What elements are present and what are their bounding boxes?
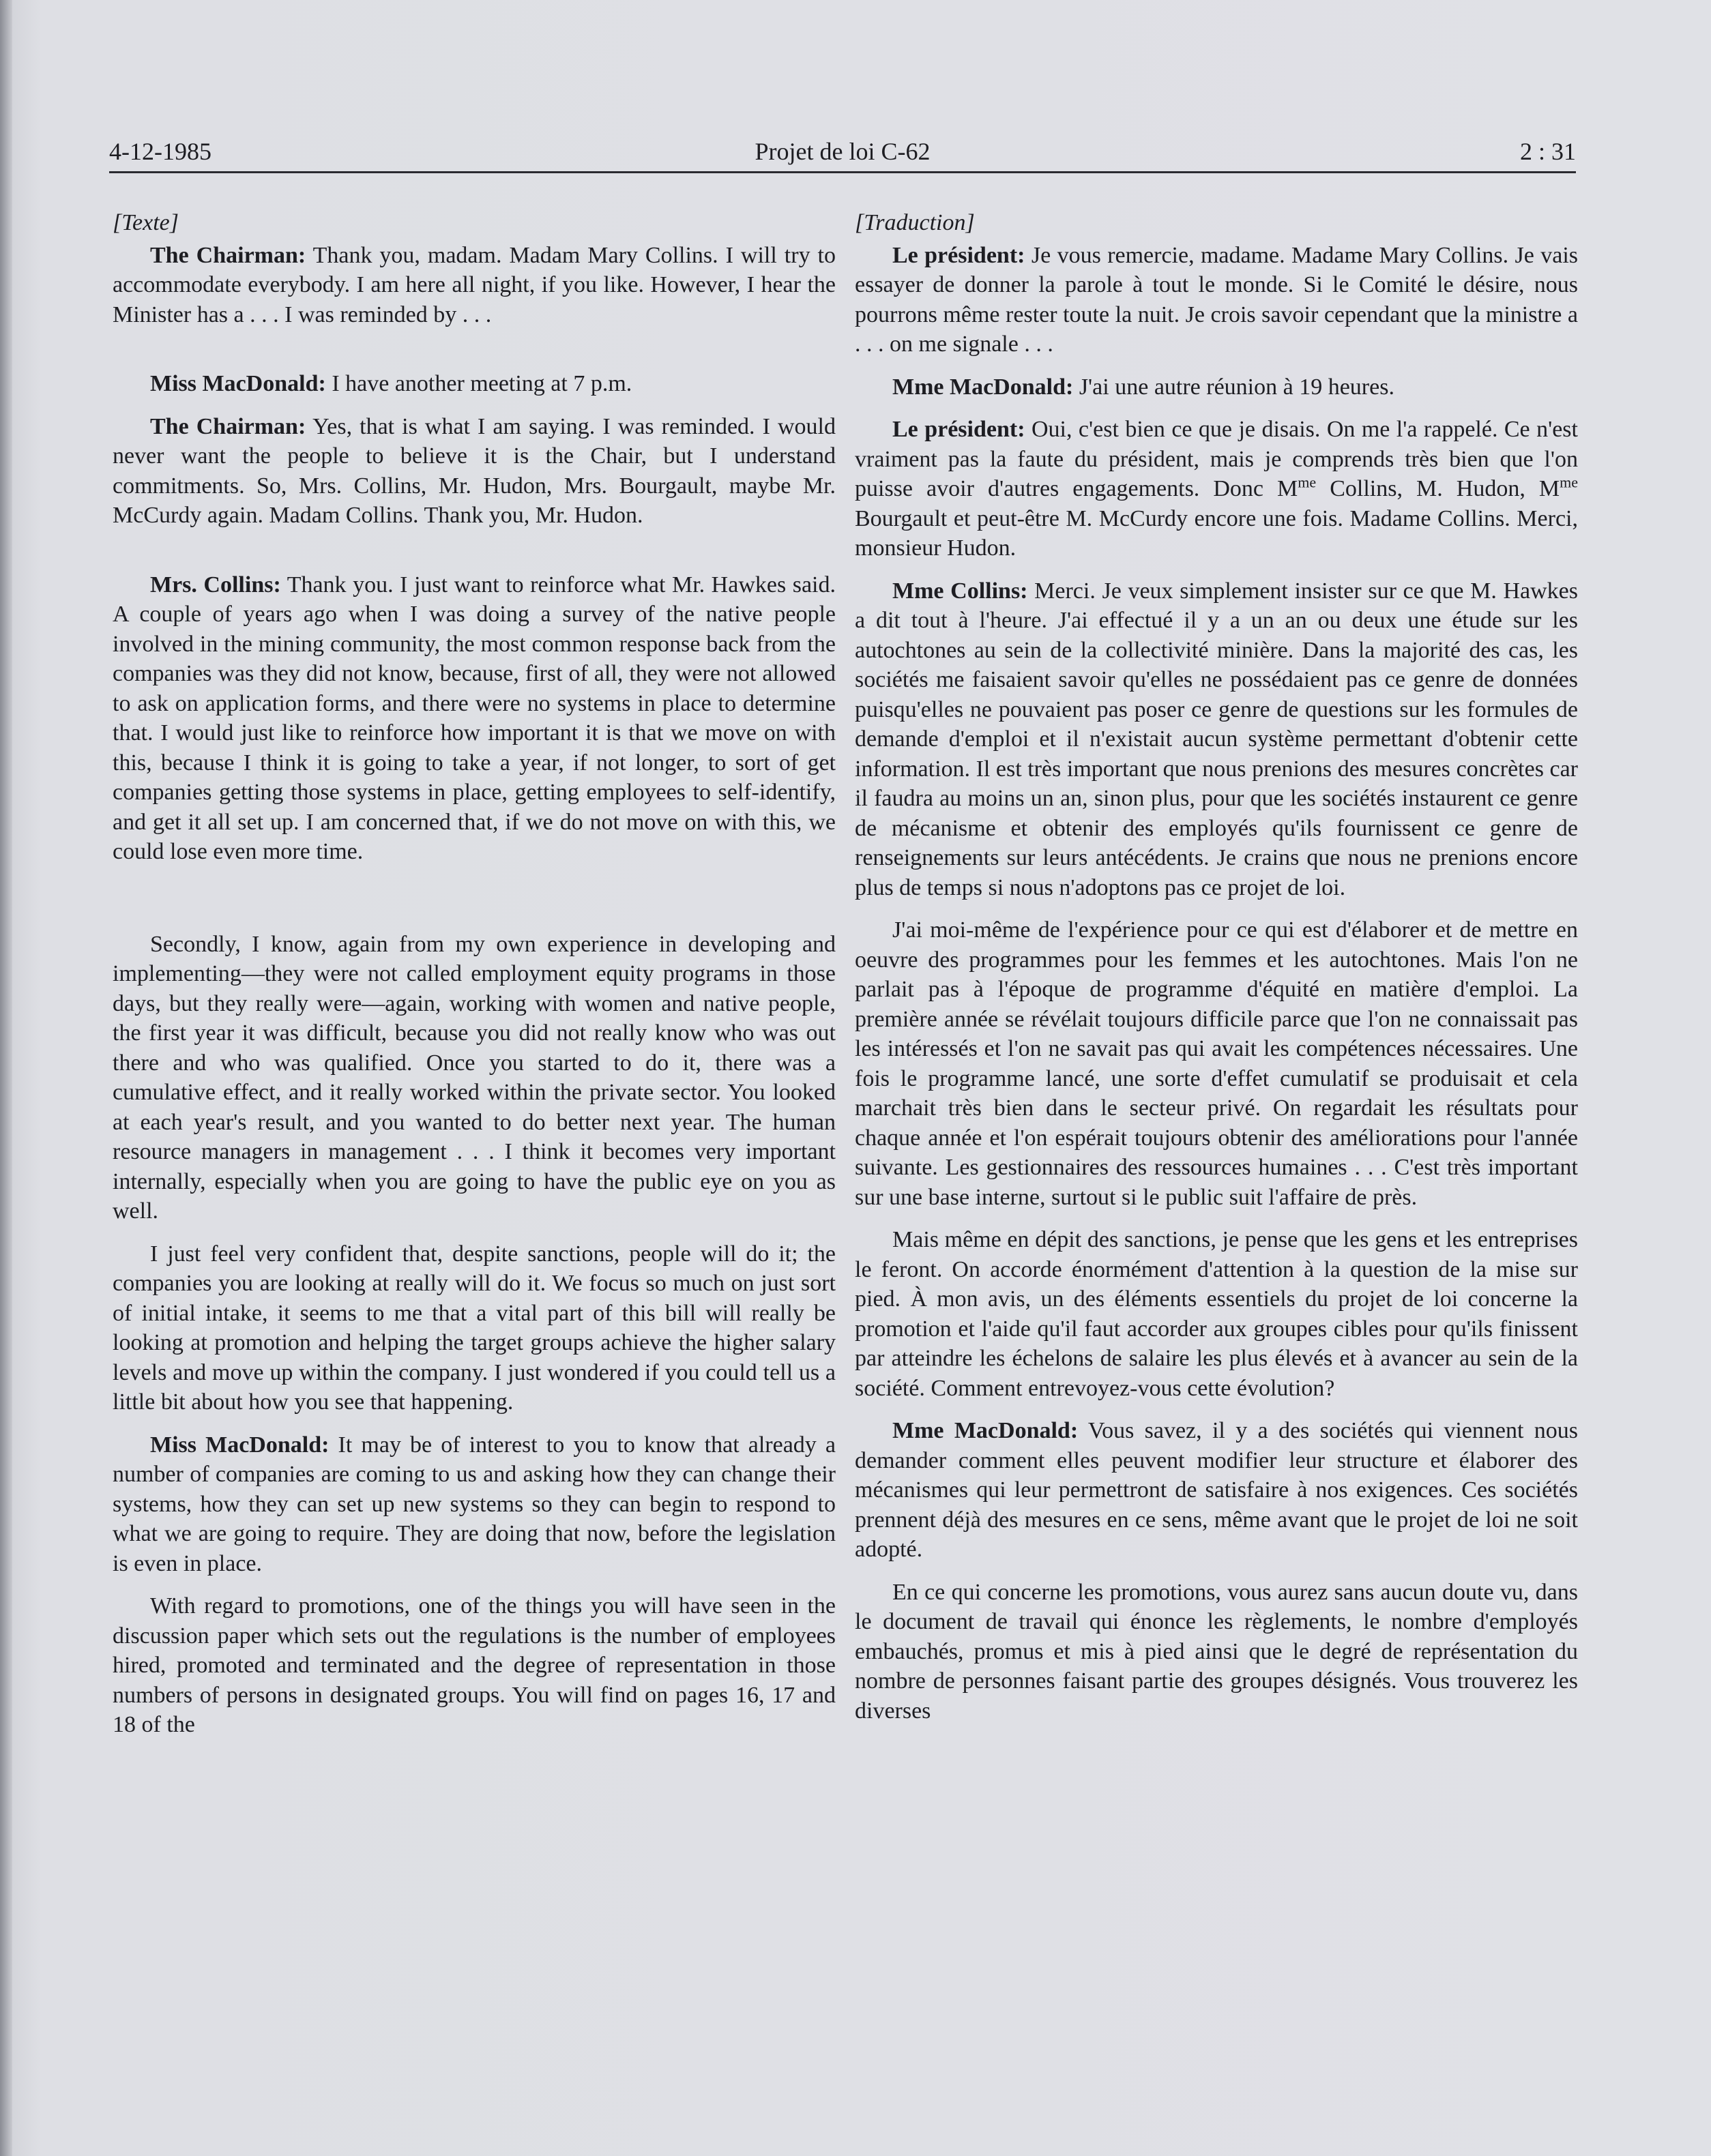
column-label: [Texte]	[113, 210, 179, 235]
paragraph	[855, 1416, 1578, 1565]
speaker-name: The Chairman:	[150, 413, 306, 439]
header-title: Projet de loi C-62	[755, 138, 931, 165]
paragraph-text: J'ai moi-même de l'expérience pour ce qui est d'élaborer et de mettre en oeuvre des programmes pour les femmes et les autochtones. Mais l'on ne parlait pas à l'époque de programme d'équité en matière d'emploi. La première année se révélait toujours difficile parce que l'on ne connaissait pas les intéressés et l'on ne savait pas qui avait les compétences nécessaires. Une fois le programme lancé, une sorte d'effet cumulatif se produisait et cela marchait très bien dans le secteur privé. On regardait les résultats pour chaque année et l'on espérait toujours obtenir des améliorations pour l'année suivante. Les gestionnaires des ressources humaines . . . C'est très important sur une base interne, surtout si le public suit l'affaire de près.	[855, 917, 1578, 1210]
english-column	[113, 208, 836, 1753]
speaker-name: Miss MacDonald:	[150, 371, 326, 396]
paragraph-text: Collins, M. Hudon, M	[1316, 476, 1560, 501]
paragraph-text: Merci. Je veux simplement insister sur ce que M. Hawkes a dit tout à l'heure. J'ai effectué il y a un an ou deux une étude sur les autochtones au sein de la collectivité minière. Dans la majorité des cas, les sociétés me faisaient savoir qu'elles ne possédaient pas ce genre de données puisqu'elles ne pouvaient pas poser ce genre de questions sur les formules de demande d'emploi et il n'existait aucun système permettant d'obtenir cette information. Il est très important que nous prenions des mesures concrètes car il faudra au moins un an, sinon plus, pour que les sociétés instaurent ce genre de mécanisme et obtenir des employés qu'ils fournissent ce genre de renseignements sur leurs antécédents. Je crains que nous ne prenions encore plus de temps si nous n'adoptons pas ce projet de loi.	[855, 578, 1578, 900]
paragraph-text: I have another meeting at 7 p.m.	[325, 371, 632, 396]
paragraph-text: En ce qui concerne les promotions, vous aurez sans aucun doute vu, dans le document de travail qui énonce les règlements, le nombre d'employés embauchés, promus et mis à pied ainsi que le degré de représentation du nombre de personnes faisant partie des groupes désignés. Vous trouverez les diverses	[855, 1579, 1578, 1724]
paragraph-text: With regard to promotions, one of the things you will have seen in the discussion paper which sets out the regulations is the number of employees hired, promoted and terminated and the degree of representation in those numbers of persons in designated groups. You will find on pages 16, 17 and 18 of the	[113, 1593, 836, 1737]
paragraph	[855, 241, 1578, 359]
paragraph	[113, 1430, 836, 1579]
column-label: [Traduction]	[855, 210, 975, 235]
header-date: 4-12-1985	[109, 138, 211, 165]
speaker-name: The Chairman:	[150, 242, 306, 268]
paragraph-text: Bourgault et peut-être M. McCurdy encore une fois. Madame Collins. Merci, monsieur Hudon.	[855, 505, 1578, 561]
paragraph-text: Secondly, I know, again from my own experience in developing and implementing—they were not called employment equity programs in those days, but they really were—again, working with women and native people, the first year it was difficult, because you did not really know who was out there and who was qualified. Once you started to do it, there was a cumulative effect, and it really worked within the private sector. You looked at each year's result, and you wanted to do better next year. The human resource managers in management . . . I think it becomes very important internally, especially when you are going to have the public eye on you as well.	[113, 931, 836, 1224]
binding-shadow	[0, 0, 12, 2156]
paragraph	[113, 369, 836, 399]
superscript: me	[1560, 473, 1578, 491]
speaker-name: Mme MacDonald:	[892, 374, 1074, 400]
paragraph	[113, 412, 836, 531]
paragraph	[113, 241, 836, 330]
paragraph	[855, 915, 1578, 1212]
page-header	[109, 126, 1576, 173]
paragraph	[113, 1239, 836, 1417]
paragraph-text: Thank you, madam. Madam Mary Collins. I will try to accommodate everybody. I am here all night, if you like. However, I hear the Minister has a . . . I was reminded by . . .	[113, 242, 836, 327]
paragraph	[113, 1591, 836, 1740]
paragraph	[855, 576, 1578, 903]
speaker-name: Mme MacDonald:	[892, 1418, 1079, 1443]
speaker-name: Miss MacDonald:	[150, 1432, 330, 1458]
paragraph	[113, 930, 836, 1226]
paragraph	[855, 1578, 1578, 1726]
paragraph	[113, 570, 836, 867]
paragraph-text: Mais même en dépit des sanctions, je pense que les gens et les entreprises le feront. On accorde énormément d'attention à la question de la mise sur pied. À mon avis, un des éléments essentiels du projet de loi concerne la promotion et l'aide qu'il faut accorder aux groupes cibles pour qu'ils finissent par atteindre les échelons de salaire les plus élevés et à avancer au sein de la société. Comment entrevoyez-vous cette évolution?	[855, 1227, 1578, 1401]
paragraph	[855, 372, 1578, 402]
paragraph-text: J'ai une autre réunion à 19 heures.	[1073, 374, 1394, 400]
paragraph-text: It may be of interest to you to know that already a number of companies are coming to us and asking how they can change their systems, how they can set up new systems so they can begin to respond to what we are going to require. They are doing that now, before the legislation is even in place.	[113, 1432, 836, 1576]
header-page-number: 2 : 31	[1519, 138, 1576, 165]
paragraph-text: Je vous remercie, madame. Madame Mary Collins. Je vais essayer de donner la parole à tout le monde. Si le Comité le désire, nous pourrons même rester toute la nuit. Je crois savoir cependant que la ministre a . . . on me signale . . .	[855, 242, 1578, 357]
speaker-name: Le président:	[892, 242, 1025, 268]
speaker-name: Mrs. Collins:	[150, 572, 281, 597]
speaker-name: Le président:	[892, 417, 1025, 442]
paragraph	[855, 415, 1578, 563]
paragraph-text: Yes, that is what I am saying. I was reminded. I would never want the people to believe it is the Chair, but I understand commitments. So, Mrs. Collins, Mr. Hudon, Mrs. Bourgault, maybe Mr. McCurdy again. Madam Collins. Thank you, Mr. Hudon.	[113, 413, 836, 528]
paragraph-text: Thank you. I just want to reinforce what Mr. Hawkes said. A couple of years ago when I was doing a survey of the native people involved in the mining community, the most common response back from the companies was they did not know, because, first of all, they were not allowed to ask on application forms, and there were no systems in place to determine that. I would just like to reinforce how important it is that we move on with this, because I think it is going to take a year, if not longer, to sort of get companies getting those systems in place, getting employees to self-identify, and get it all set up. I am concerned that, if we do not move on with this, we could lose even more time.	[113, 572, 836, 864]
paragraph-text: I just feel very confident that, despite sanctions, people will do it; the companies you are looking at really will do it. We focus so much on just sort of initial intake, it seems to me that a vital part of this bill will really be looking at promotion and helping the target groups achieve the higher salary levels and move up within the company. I just wondered if you could tell us a little bit about how you see that happening.	[113, 1241, 836, 1415]
french-column	[855, 208, 1578, 1739]
paragraph-text: Vous savez, il y a des sociétés qui viennent nous demander comment elles peuvent modifier leur structure et élaborer des mécanismes qui leur permettront de satisfaire à nos exigences. Ces sociétés prennent déjà des mesures en ce sens, même avant que le projet de loi ne soit adopté.	[855, 1418, 1579, 1562]
superscript: me	[1298, 473, 1317, 491]
paragraph	[855, 1225, 1578, 1403]
speaker-name: Mme Collins:	[892, 578, 1028, 604]
paragraph-text: Oui, c'est bien ce que je disais. On me l'a rappelé. Ce n'est vraiment pas la faute du président, mais je comprends très bien que l'on puisse avoir d'autres engagements. Donc M	[855, 417, 1578, 501]
